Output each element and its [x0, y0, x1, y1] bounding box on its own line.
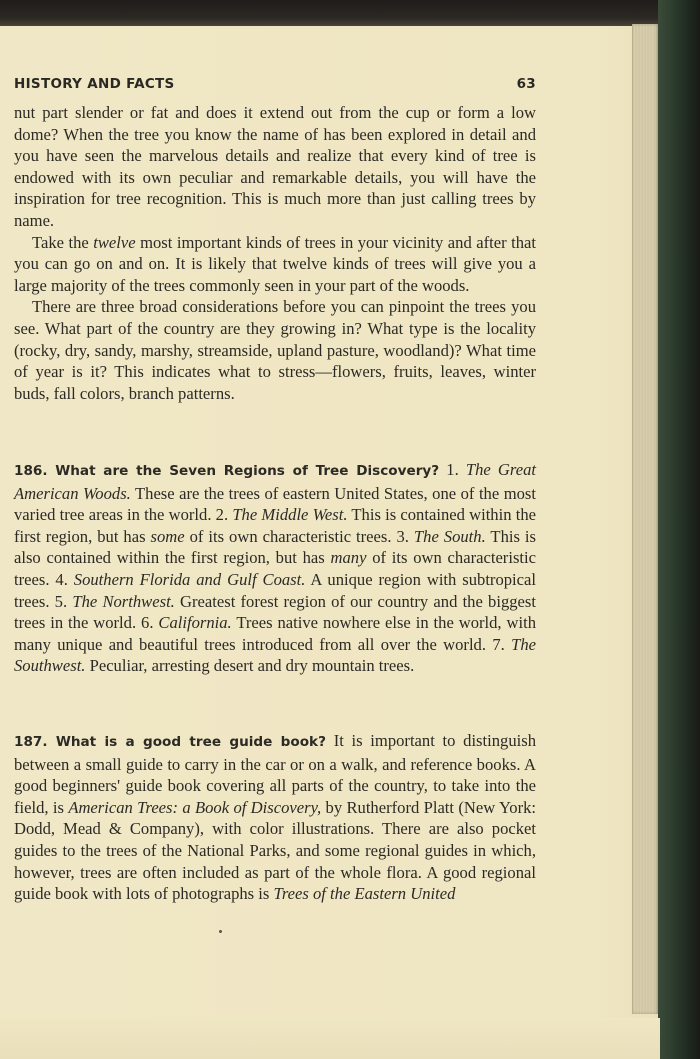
paragraph-2: Take the twelve most important kinds of trees in your vicinity and after that you can go on and on. It is likely that twelve kinds of trees will give you a large majority of the trees commonly seen in your part of the woods. — [14, 232, 536, 295]
q186-paragraph: 186. What are the Seven Regions of Tree Discovery? 1. The Great American Woods. These are the trees of eastern United States, one of the most varied tree areas in the world. 2. The Middle West. This is contained within the first region, but has some of its own characteristic trees. 3. The South. This is also contained within the first region, but has many of its own characteristic trees. 4. Southern Florida and Gulf Coast. A unique region with subtropical trees. 5. The Northwest. Greatest forest region of our country and the biggest trees in the world. 6. California. Trees native nowhere else in the world, with many unique and beautiful trees introduced from all over the world. 7. The Southwest. Peculiar, arresting desert and dry mountain trees. — [14, 460, 536, 676]
page-stack-edge — [632, 24, 659, 1014]
section-title: HISTORY AND FACTS — [14, 76, 175, 92]
running-head — [14, 76, 536, 96]
question-186 — [14, 459, 536, 677]
page-bottom — [0, 1018, 660, 1059]
paragraph-3: There are three broad considerations before you can pinpoint the trees you see. What part of the country are they growing in? What type is the locality (rocky, dry, sandy, marshy, streamside, upland pasture, woodland)? What time of year is it? This indicates what to stress—flowers, fruits, leaves, winter buds, fall colors, branch patterns. — [14, 297, 536, 403]
q186-heading: 186. What are the Seven Regions of Tree Discovery? — [14, 463, 440, 479]
paragraph-1: nut part slender or fat and does it extend out from the cup or form a low dome? When the tree you know the name of has been explored in detail and you have seen the marvelous details and realize that every kind of tree is endowed with its own peculiar and remarkable details, you will have the inspiration for tree recognition. This is much more than just calling trees by name. — [14, 103, 536, 230]
book-cover-edge — [658, 0, 700, 1059]
question-187 — [14, 730, 536, 905]
intro-text — [14, 102, 536, 404]
page-number: 63 — [516, 76, 536, 92]
q187-paragraph: 187. What is a good tree guide book? It is important to distinguish between a small guide to carry in the car or on a walk, and reference books. A good beginners' guide book covering all parts of the country, to take into the field, is American Trees: a Book of Discovery, by Rutherford Platt (New York: Dodd, Mead & Company), with color illustrations. There are also pocket guides to the trees of the National Parks, and some regional guides in which, however, trees are often included as part of the whole flora. A good regional guide book with lots of photographs is Trees of the Eastern United — [14, 731, 537, 904]
page-top-edge — [0, 0, 700, 26]
q187-heading: 187. What is a good tree guide book? — [14, 734, 326, 750]
ink-speck — [219, 930, 222, 933]
